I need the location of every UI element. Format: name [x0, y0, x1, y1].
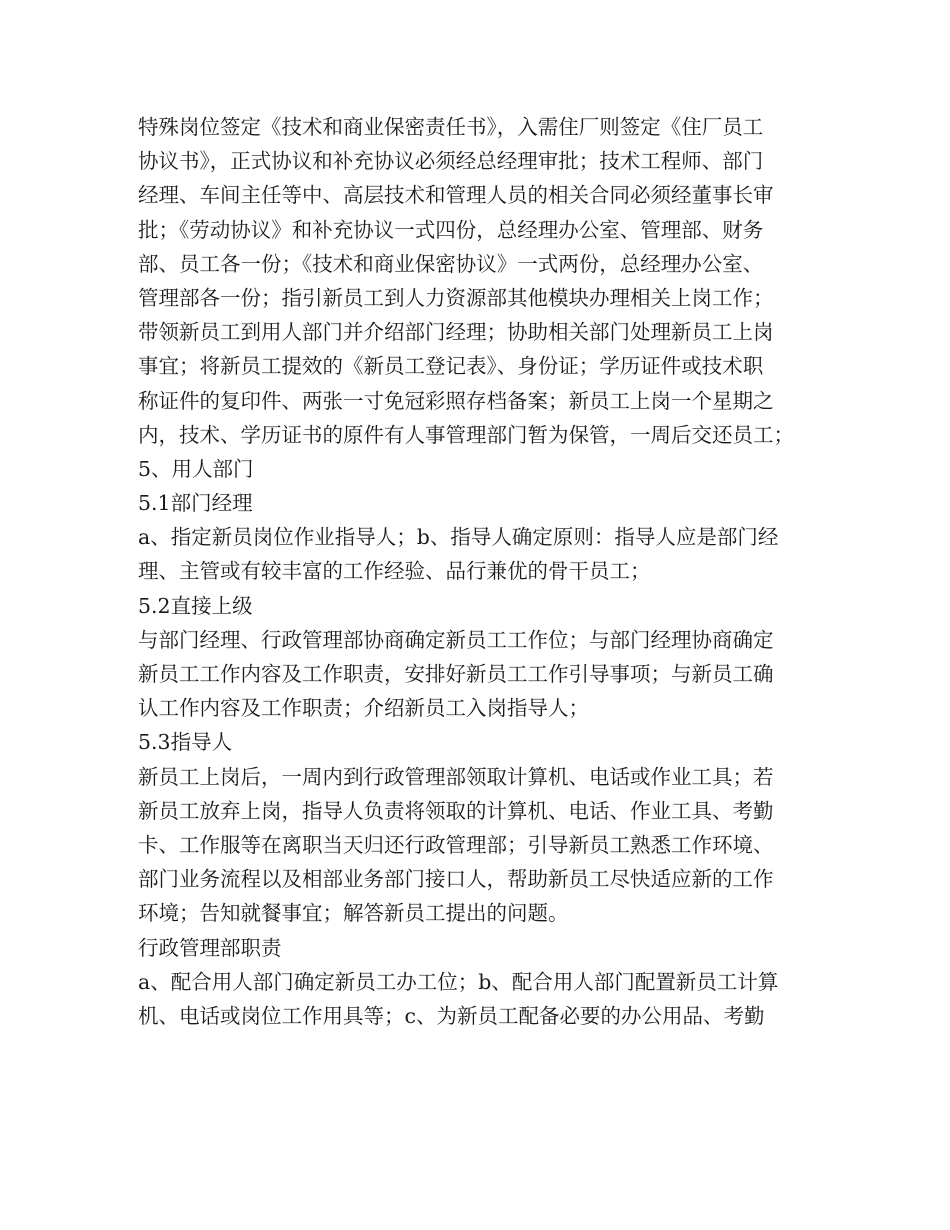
text-line: 内，技术、学历证书的原件有人事管理部门暂为保管，一周后交还员工； [138, 422, 794, 447]
text-line: a、指定新员岗位作业指导人；b、指导人确定原则：指导人应是部门经 [138, 525, 779, 550]
text-line: a、配合用人部门确定新员工办工位；b、配合用人部门配置新员工计算 [138, 969, 779, 994]
text-line: 批；《劳动协议》和补充协议一式四份，总经理办公室、管理部、财务 [138, 217, 764, 242]
text-line: 理、主管或有较丰富的工作经验、品行兼优的骨干员工； [138, 559, 651, 584]
text-line: 认工作内容及工作职责；介绍新员工入岗指导人； [138, 696, 589, 721]
section-heading: 行政管理部职责 [138, 935, 282, 960]
text-line: 事宜；将新员工提效的《新员工登记表》、身份证；学历证件或技术职 [138, 354, 764, 379]
document-body [138, 110, 828, 1033]
text-line: 特殊岗位签定《技术和商业保密责任书》，入需住厂则签定《住厂员工 [138, 115, 764, 139]
text-line: 部门业务流程以及相部业务部门接口人，帮助新员工尽快适应新的工作 [138, 867, 774, 892]
text-line: 新员工工作内容及工作职责，安排好新员工工作引导事项；与新员工确 [138, 662, 774, 686]
section-heading: 5、用人部门 [138, 456, 254, 481]
text-line: 管理部各一份；指引新员工到人力资源部其他模块办理相关上岗工作； [138, 285, 774, 310]
text-line: 机、电话或岗位工作用具等；c、为新员工配备必要的办公用品、考勤 [138, 1003, 765, 1028]
subsection-heading: 5.3指导人 [138, 730, 233, 755]
subsection-heading: 5.1部门经理 [138, 491, 253, 516]
text-line: 新员工放弃上岗，指导人负责将领取的计算机、电话、作业工具、考勤 [138, 798, 774, 823]
text-line: 与部门经理、行政管理部协商确定新员工工作位；与部门经理协商确定 [138, 627, 774, 652]
text-line: 部、员工各一份；《技术和商业保密协议》一式两份，总经理办公室、 [138, 251, 764, 276]
text-line: 环境；告知就餐事宜；解答新员工提出的问题。 [138, 901, 569, 926]
text-line: 新员工上岗后，一周内到行政管理部领取计算机、电话或作业工具；若 [138, 764, 774, 789]
text-line: 经理、车间主任等中、高层技术和管理人员的相关合同必须经董事长审 [138, 183, 774, 208]
subsection-heading: 5.2直接上级 [138, 593, 253, 618]
text-line: 协议书》，正式协议和补充协议必须经总经理审批；技术工程师、部门 [138, 149, 764, 174]
text-line: 带领新员工到用人部门并介绍部门经理；协助相关部门处理新员工上岗 [138, 320, 774, 345]
text-line: 卡、工作服等在离职当天归还行政管理部；引导新员工熟悉工作环境、 [138, 832, 774, 857]
text-line: 称证件的复印件、两张一寸免冠彩照存档备案；新员工上岗一个星期之 [138, 388, 774, 413]
